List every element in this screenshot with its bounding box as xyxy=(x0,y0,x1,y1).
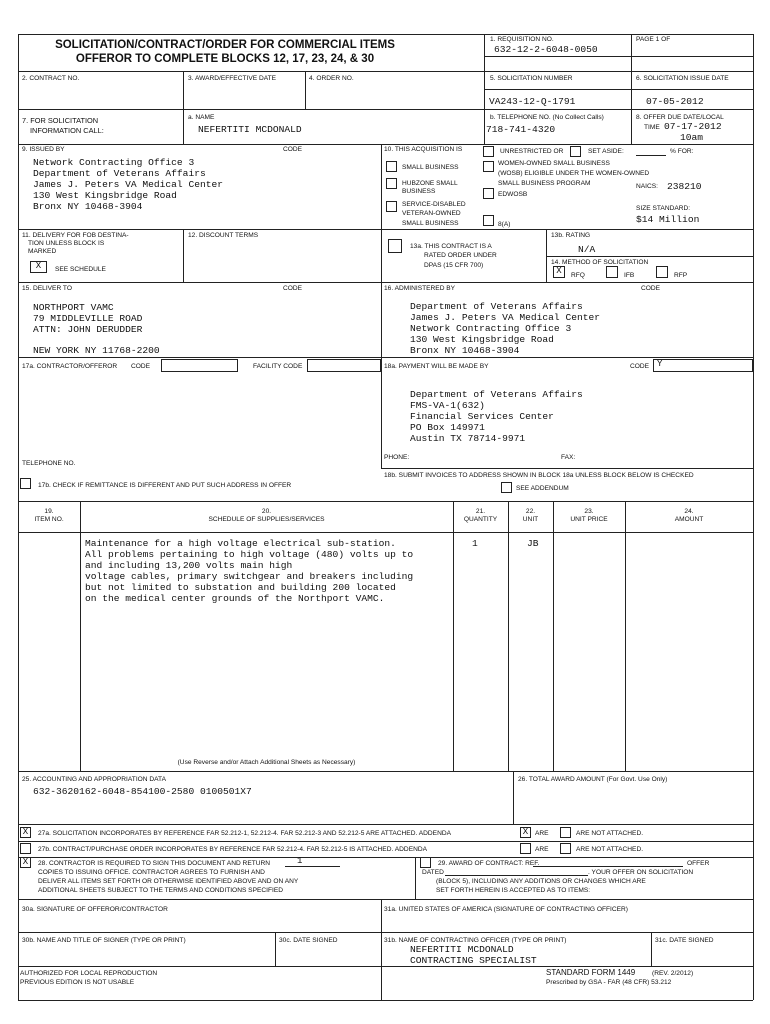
size-standard-label: SIZE STANDARD: xyxy=(636,205,691,212)
telephone-label: b. TELEPHONE NO. (No Collect Calls) xyxy=(490,114,604,121)
are-not-label: ARE NOT ATTACHED. xyxy=(576,846,644,853)
copies-line xyxy=(285,866,340,867)
wosb-checkbox[interactable] xyxy=(483,161,494,172)
rfq-checkbox[interactable]: X xyxy=(553,266,565,278)
contact-name[interactable]: NEFERTITI MCDONALD xyxy=(198,124,302,135)
schedule-quantity: 1 xyxy=(472,538,478,549)
delivery-fob-label: 11. DELIVERY FOR FOB DESTINA- xyxy=(22,232,129,239)
issued-by-line: 130 West Kingsbridge Road xyxy=(33,190,177,201)
telephone-no-label: TELEPHONE NO. xyxy=(22,460,76,467)
are-not-attached-27b-checkbox[interactable] xyxy=(560,843,571,854)
block29-text: DATED xyxy=(422,869,444,876)
block28-text: DELIVER ALL ITEMS SET FORTH OR OTHERWISE IDENTIFIED ABOVE AND ON ANY xyxy=(38,878,299,885)
award-checkbox[interactable] xyxy=(420,857,431,868)
issued-by-code-label: CODE xyxy=(283,146,303,153)
administered-by-code-label: CODE xyxy=(641,285,661,292)
addenda-27b-label: 27b. CONTRACT/PURCHASE ORDER INCORPORATES BY REFERENCE FAR 52.212-4. FAR 52.212-5 IS ATTACHED. ADDENDA xyxy=(38,846,428,853)
col-quantity-header: QUANTITY xyxy=(463,516,498,523)
wosb-label: WOMEN-OWNED SMALL BUSINESS xyxy=(498,160,610,167)
contractor-code-field[interactable] xyxy=(161,359,238,372)
eight-a-label: 8(A) xyxy=(498,221,511,228)
deliver-to-line: 79 MIDDLEVILLE ROAD xyxy=(33,313,143,324)
addenda-27b-checkbox[interactable] xyxy=(20,843,31,854)
administered-by-line: Network Contracting Office 3 xyxy=(410,323,572,334)
information-call-label: INFORMATION CALL: xyxy=(30,126,104,135)
sdvosb-label: VETERAN-OWNED xyxy=(402,210,461,217)
payment-code-field[interactable]: Y xyxy=(653,359,753,372)
block29-text: SET FORTH HEREIN IS ACCEPTED AS TO ITEMS: xyxy=(436,887,591,894)
co-signature-label: 31a. UNITED STATES OF AMERICA (SIGNATURE OF CONTRACTING OFFICER) xyxy=(384,906,628,913)
payment-address-line: PO Box 149971 xyxy=(410,422,485,433)
small-business-checkbox[interactable] xyxy=(386,161,397,172)
hubzone-checkbox[interactable] xyxy=(386,178,397,189)
payment-code-label: CODE xyxy=(630,363,650,370)
col-amount-header: 24. xyxy=(684,508,694,515)
date-signed-label: 30c. DATE SIGNED xyxy=(279,937,338,944)
col-unit-price-header: UNIT PRICE xyxy=(570,516,608,523)
offeror-signature-label: 30a. SIGNATURE OF OFFEROR/CONTRACTOR xyxy=(22,906,168,913)
see-addendum-checkbox[interactable] xyxy=(501,482,512,493)
phone-label: PHONE: xyxy=(384,454,410,461)
contractor-code-label: CODE xyxy=(131,363,151,370)
sdvosb-label: SERVICE-DISABLED xyxy=(402,201,466,208)
pct-for-label: % FOR: xyxy=(670,148,694,155)
payment-by-label: 18a. PAYMENT WILL BE MADE BY xyxy=(384,363,489,370)
schedule-description-line: and including 13,200 volts main high xyxy=(85,560,293,571)
schedule-footnote: (Use Reverse and/or Attach Additional Sheets as Necessary) xyxy=(177,759,356,766)
col-item-no-header: ITEM NO. xyxy=(34,516,64,523)
administered-by-line: James J. Peters VA Medical Center xyxy=(410,312,600,323)
are-not-attached-checkbox[interactable] xyxy=(560,827,571,838)
rfq-label: RFQ xyxy=(571,272,585,279)
block29-text: OFFER xyxy=(687,860,710,867)
unrestricted-checkbox[interactable] xyxy=(483,146,494,157)
offer-dated-line[interactable] xyxy=(445,875,588,876)
deliver-to-label: 15. DELIVER TO xyxy=(22,285,72,292)
page-label: PAGE 1 OF xyxy=(636,36,671,43)
award-date-label: 3. AWARD/EFFECTIVE DATE xyxy=(188,75,277,82)
contractor-sign-checkbox[interactable]: X xyxy=(20,857,31,868)
remittance-checkbox[interactable] xyxy=(20,478,31,489)
schedule-description-line: Maintenance for a high voltage electrical sub-station. xyxy=(85,538,396,549)
hubzone-label: BUSINESS xyxy=(402,188,436,195)
issued-by-line: James J. Peters VA Medical Center xyxy=(33,179,223,190)
requisition-number[interactable]: 632-12-2-6048-0050 xyxy=(494,44,598,55)
addenda-27a-label: 27a. SOLICITATION INCORPORATES BY REFERENCE FAR 52.212-1, 52.212-4. FAR 52.212-3 AND 52.212-5 ARE ATTACHED. ADDENDA xyxy=(38,830,451,837)
issued-by-line: Network Contracting Office 3 xyxy=(33,157,195,168)
copies-count[interactable]: 1 xyxy=(297,856,303,866)
are-attached-27b-checkbox[interactable] xyxy=(520,843,531,854)
wosb-label: (WOSB) ELIGIBLE UNDER THE WOMEN-OWNED xyxy=(498,170,650,177)
block28-text: 28. CONTRACTOR IS REQUIRED TO SIGN THIS DOCUMENT AND RETURN xyxy=(38,860,271,867)
col-schedule-header: SCHEDULE OF SUPPLIES/SERVICES xyxy=(208,516,325,523)
edwosb-checkbox[interactable] xyxy=(483,188,494,199)
delivery-fob-label: MARKED xyxy=(28,248,57,255)
schedule-description-line: voltage cables, primary switchgear and breakers including xyxy=(85,571,414,582)
name-label: a. NAME xyxy=(188,114,215,121)
are-attached-checkbox[interactable]: X xyxy=(520,827,531,838)
small-business-label: SMALL BUSINESS xyxy=(402,164,459,171)
col-quantity-header: 21. xyxy=(475,508,486,515)
prescribed-by: Prescribed by GSA - FAR (48 CFR) 53.212 xyxy=(546,979,672,986)
deliver-to-line: NORTHPORT VAMC xyxy=(33,302,114,313)
rated-order-checkbox[interactable] xyxy=(388,239,402,253)
time-label: TIME xyxy=(644,124,660,131)
col-unit-header: 22. xyxy=(525,508,536,515)
are-label: ARE xyxy=(535,846,549,853)
delivery-fob-label: TION UNLESS BLOCK IS xyxy=(28,240,105,247)
set-aside-label: SET ASIDE: xyxy=(588,148,624,155)
footer-authorized: AUTHORIZED FOR LOCAL REPRODUCTION xyxy=(20,970,158,977)
accounting-value[interactable]: 632-3620162-6048-854100-2580 0100501X7 xyxy=(33,786,252,797)
wosb-label: SMALL BUSINESS PROGRAM xyxy=(498,180,591,187)
order-no-label: 4. ORDER NO. xyxy=(309,75,354,82)
col-schedule-header: 20. xyxy=(261,508,272,515)
form-title-line1: SOLICITATION/CONTRACT/ORDER FOR COMMERCIAL ITEMS xyxy=(55,39,395,51)
for-solicitation-label: 7. FOR SOLICITATION xyxy=(22,116,99,125)
facility-code-label: FACILITY CODE xyxy=(253,363,303,370)
total-award-label: 26. TOTAL AWARD AMOUNT (For Govt. Use Only) xyxy=(518,776,668,783)
set-aside-checkbox[interactable] xyxy=(570,146,581,157)
block29-text: (BLOCK 5), INCLUDING ANY ADDITIONS OR CHANGES WHICH ARE xyxy=(436,878,646,885)
naics-label: NAICS: xyxy=(636,183,658,190)
addenda-27a-checkbox[interactable]: X xyxy=(20,827,31,838)
telephone-number[interactable]: 718-741-4320 xyxy=(486,124,556,135)
schedule-unit: JB xyxy=(527,538,539,549)
rated-order-label: DPAS (15 CFR 700) xyxy=(424,262,484,269)
co-name-label: 31b. NAME OF CONTRACTING OFFICER (TYPE OR PRINT) xyxy=(384,937,567,944)
solicitation-number-label: 5. SOLICITATION NUMBER xyxy=(490,75,573,82)
schedule-description-line: All problems pertaining to high voltage (480) volts up to xyxy=(85,549,414,560)
co-date-signed-label: 31c. DATE SIGNED xyxy=(655,937,714,944)
block28-text: COPIES TO ISSUING OFFICE. CONTRACTOR AGREES TO FURNISH AND xyxy=(38,869,265,876)
offer-due-date[interactable]: 07-17-2012 xyxy=(664,121,722,132)
ifb-checkbox[interactable] xyxy=(606,266,618,278)
remittance-label: 17b. CHECK IF REMITTANCE IS DIFFERENT AND PUT SUCH ADDRESS IN OFFER xyxy=(38,482,292,489)
issue-date[interactable]: 07-05-2012 xyxy=(646,96,704,107)
block28-text: ADDITIONAL SHEETS SUBJECT TO THE TERMS AND CONDITIONS SPECIFIED xyxy=(38,887,283,894)
rating-value[interactable]: N/A xyxy=(578,244,596,255)
schedule-description-line: but not limited to substation and building 200 located xyxy=(85,582,396,593)
see-schedule-checkbox[interactable]: X xyxy=(30,261,47,273)
offer-due-time[interactable]: 10am xyxy=(680,132,704,143)
contractor-label: 17a. CONTRACTOR/OFFEROR xyxy=(22,363,118,370)
issued-by-line: Department of Veterans Affairs xyxy=(33,168,206,179)
contract-no-label: 2. CONTRACT NO. xyxy=(22,75,80,82)
naics-value[interactable]: 238210 xyxy=(667,181,702,192)
administered-by-line: Department of Veterans Affairs xyxy=(410,301,583,312)
acquisition-label: 10. THIS ACQUISITION IS xyxy=(384,146,463,153)
facility-code-field[interactable] xyxy=(307,359,381,372)
rated-order-label: RATED ORDER UNDER xyxy=(424,252,497,259)
fax-label: FAX: xyxy=(561,454,576,461)
signer-name-label: 30b. NAME AND TITLE OF SIGNER (TYPE OR PRINT) xyxy=(22,937,186,944)
issued-by-label: 9. ISSUED BY xyxy=(22,146,65,153)
rfp-label: RFP xyxy=(674,272,688,279)
co-title: CONTRACTING SPECIALIST xyxy=(410,955,537,966)
set-aside-pct-line[interactable] xyxy=(636,155,666,156)
discount-terms-label: 12. DISCOUNT TERMS xyxy=(188,232,259,239)
payment-address-line: Austin TX 78714-9971 xyxy=(410,433,526,444)
accounting-label: 25. ACCOUNTING AND APPROPRIATION DATA xyxy=(22,776,166,783)
ifb-label: IFB xyxy=(624,272,635,279)
see-schedule-label: SEE SCHEDULE xyxy=(55,266,106,273)
schedule-description-line: on the medical center grounds of the Northport VAMC. xyxy=(85,593,385,604)
form-number: STANDARD FORM 1449 xyxy=(546,968,636,977)
eight-a-checkbox[interactable] xyxy=(483,215,494,226)
see-addendum-label: SEE ADDENDUM xyxy=(516,485,569,492)
unrestricted-label: UNRESTRICTED OR xyxy=(500,148,564,155)
administered-by-line: 130 West Kingsbridge Road xyxy=(410,334,554,345)
payment-address-line: Financial Services Center xyxy=(410,411,554,422)
col-unit-header: UNIT xyxy=(522,516,539,523)
col-unit-price-header: 23. xyxy=(584,508,594,515)
hubzone-label: HUBZONE SMALL xyxy=(402,180,458,187)
col-item-no-header: 19. xyxy=(44,508,54,515)
are-label: ARE xyxy=(535,830,549,837)
solicitation-number[interactable]: VA243-12-Q-1791 xyxy=(489,96,576,107)
sdvosb-label: SMALL BUSINESS xyxy=(402,220,459,227)
are-not-label: ARE NOT ATTACHED. xyxy=(576,830,644,837)
requisition-label: 1. REQUISITION NO. xyxy=(490,36,554,43)
edwosb-label: EDWOSB xyxy=(498,191,528,198)
col-amount-header: AMOUNT xyxy=(674,516,704,523)
issued-by-line: Bronx NY 10468-3904 xyxy=(33,201,143,212)
rfp-checkbox[interactable] xyxy=(656,266,668,278)
method-label: 14. METHOD OF SOLICITATION xyxy=(551,259,649,266)
rating-label: 13b. RATING xyxy=(551,232,591,239)
size-standard-value[interactable]: $14 Million xyxy=(636,214,700,225)
payment-address-line: Department of Veterans Affairs xyxy=(410,389,583,400)
deliver-to-code-label: CODE xyxy=(283,285,303,292)
block29-text: . YOUR OFFER ON SOLICITATION xyxy=(588,869,694,876)
offer-due-label: 8. OFFER DUE DATE/LOCAL xyxy=(636,114,724,121)
deliver-to-line: NEW YORK NY 11768-2200 xyxy=(33,345,160,356)
deliver-to-line: ATTN: JOHN DERUDDER xyxy=(33,324,143,335)
issue-date-label: 6. SOLICITATION ISSUE DATE xyxy=(636,75,729,82)
footer-previous-edition: PREVIOUS EDITION IS NOT USABLE xyxy=(20,979,135,986)
payment-address-line: FMS-VA-1(632) xyxy=(410,400,485,411)
offer-ref-line[interactable] xyxy=(533,866,683,867)
administered-by-label: 16. ADMINISTERED BY xyxy=(384,285,456,292)
administered-by-line: Bronx NY 10468-3904 xyxy=(410,345,520,356)
sdvosb-checkbox[interactable] xyxy=(386,201,397,212)
form-revision: (REV. 2/2012) xyxy=(652,970,694,977)
block29-text: 29. AWARD OF CONTRACT: REF. xyxy=(438,860,540,867)
submit-invoices-label: 18b. SUBMIT INVOICES TO ADDRESS SHOWN IN BLOCK 18a UNLESS BLOCK BELOW IS CHECKED xyxy=(384,472,694,479)
form-title-line2: OFFEROR TO COMPLETE BLOCKS 12, 17, 23, 24, & 30 xyxy=(75,53,375,65)
rated-order-label: 13a. THIS CONTRACT IS A xyxy=(410,243,492,250)
co-name: NEFERTITI MCDONALD xyxy=(410,944,514,955)
